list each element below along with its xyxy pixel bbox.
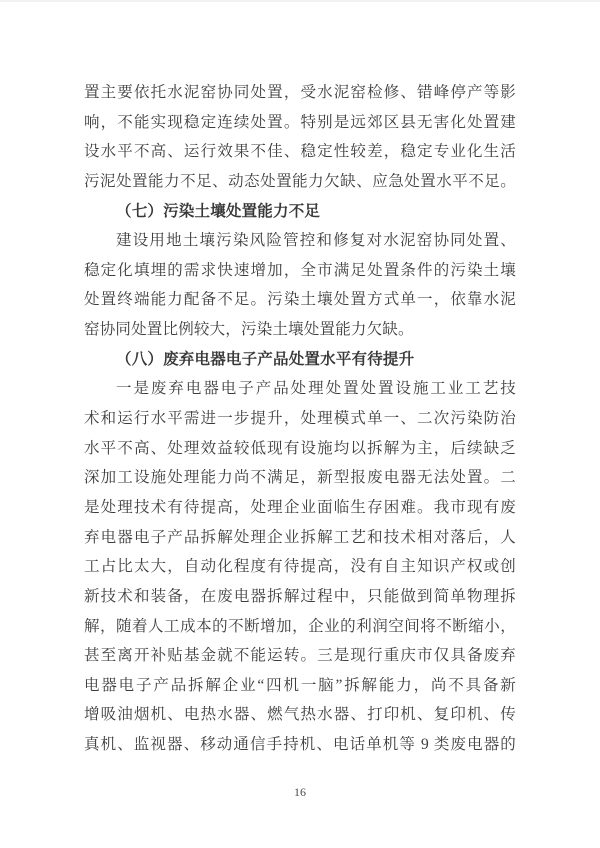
text-line: 建设用地土壤污染风险管控和修复对水泥窑协同处置、 — [116, 232, 516, 250]
text-line: 污泥处置能力不足、动态处置能力欠缺、应急处置水平不足。 — [84, 172, 516, 190]
text-line: 一是废弃电器电子产品处理处置处置设施工业工艺技 — [116, 380, 516, 398]
text-line: 解，随着人工成本的不断增加，企业的利润空间将不断缩小， — [84, 617, 516, 635]
section-heading: （七）污染土壤处置能力不足 — [116, 202, 321, 220]
text-line: 响，不能实现稳定连续处置。特别是远郊区县无害化处置建 — [84, 113, 516, 131]
text-line: 工占比太大，自动化程度有待提高，没有自主知识产权或创 — [84, 558, 516, 576]
text-line: 稳定化填埋的需求快速增加，全市满足处置条件的污染土壤 — [84, 261, 516, 279]
text-line: 是处理技术有待提高，处理企业面临生存困难。我市现有废 — [84, 498, 516, 516]
text-line: 置主要依托水泥窑协同处置，受水泥窑检修、错峰停产等影 — [84, 84, 516, 101]
text-line: 真机、监视器、移动通信手持机、电话单机等 9 类废电器的 — [84, 736, 516, 754]
text-line: 电器电子产品拆解企业“四机一脑”拆解能力，尚不具备新 — [84, 676, 516, 694]
section-heading: （八）废弃电器电子产品处置水平有待提升 — [116, 350, 415, 368]
text-line: 增吸油烟机、电热水器、燃气热水器、打印机、复印机、传 — [84, 706, 516, 724]
document-body — [84, 78, 516, 760]
page-top-edge — [0, 0, 600, 2]
text-line: 弃电器电子产品拆解处理企业拆解工艺和技术相对落后，人 — [84, 528, 516, 546]
page-number: 16 — [294, 785, 306, 799]
text-line: 水平不高、处理效益较低现有设施均以拆解为主，后续缺乏 — [84, 439, 516, 457]
text-line: 窑协同处置比例较大，污染土壤处置能力欠缺。 — [84, 321, 414, 339]
text-line: 甚至离开补贴基金就不能运转。三是现行重庆市仅具备废弃 — [84, 647, 516, 665]
text-line: 深加工设施处理能力尚不满足，新型报废电器无法处置。二 — [84, 469, 516, 487]
text-line: 处置终端能力配备不足。污染土壤处置方式单一，依靠水泥 — [84, 291, 516, 309]
text-line: 术和运行水平需进一步提升，处理模式单一、二次污染防治 — [84, 410, 516, 428]
text-line: 设水平不高、运行效果不佳、稳定性较差，稳定专业化生活 — [84, 143, 516, 161]
text-line: 新技术和装备，在废电器拆解过程中，只能做到简单物理拆 — [84, 587, 516, 605]
